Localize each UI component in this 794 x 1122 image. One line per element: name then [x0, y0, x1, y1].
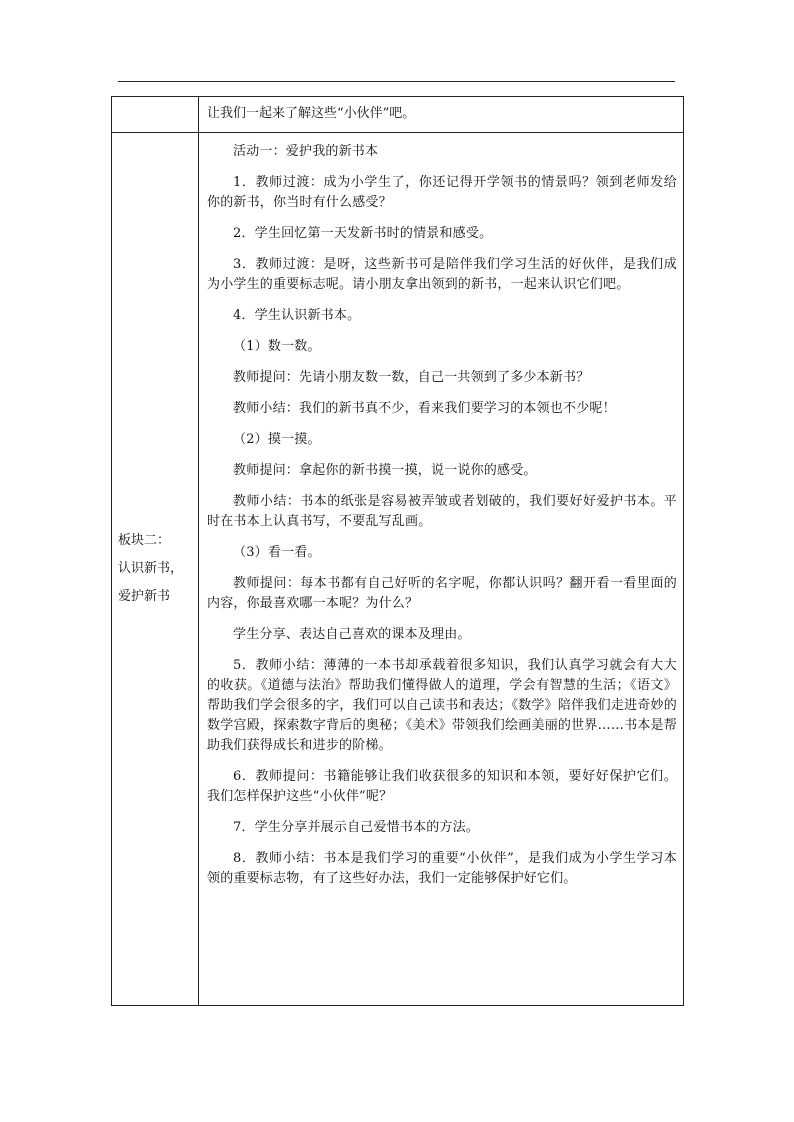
- paragraph: 3．教师过渡：是呀，这些新书可是陪伴我们学习生活的好伙伴，是我们成为小学生的重要标志呢。请小朋友拿出领到的新书，一起来认识它们吧。: [207, 257, 677, 292]
- paragraph: 2．学生回忆第一天发新书时的情景和感受。: [233, 226, 493, 241]
- block-label-line: 爱护新书: [118, 589, 171, 604]
- paragraph: 教师小结：我们的新书真不少，看来我们要学习的本领也不少呢！: [233, 401, 616, 416]
- activity-title: 活动一：爱护我的新书本: [233, 144, 379, 159]
- paragraph: 1．教师过渡：成为小学生了，你还记得开学领书的情景吗？领到老师发给你的新书，你当时有什么感受？: [207, 175, 677, 210]
- paragraph: （1）数一数。: [233, 339, 321, 354]
- block-label: [112, 527, 183, 611]
- block-label-line: 板块二：: [118, 533, 171, 548]
- empty-cell: [112, 97, 199, 133]
- lesson-plan-table: [111, 96, 684, 1006]
- paragraph: 教师提问：先请小朋友数一数，自己一共领到了多少本新书？: [233, 370, 590, 385]
- paragraph: 8．教师小结：书本是我们学习的重要“小伙伴”，是我们成为小学生学习本领的重要标志物，有了这些好办法，我们一定能够保护好它们。: [207, 851, 677, 886]
- paragraph: 教师提问：每本书都有自己好听的名字呢，你都认识吗？翻开看一看里面的内容，你最喜欢哪一本呢？为什么？: [207, 576, 677, 611]
- block-content: [199, 133, 683, 897]
- block-label-cell: [112, 133, 199, 1006]
- intro-text: 让我们一起来了解这些“小伙伴”吧。: [207, 106, 416, 121]
- block-label-line: 认识新书，: [118, 561, 184, 576]
- content-cell: [199, 97, 684, 133]
- paragraph: 教师小结：书本的纸张是容易被弄皱或者划破的，我们要好好爱护书本。平时在书本上认真书写，不要乱写乱画。: [207, 494, 677, 529]
- paragraph: 教师提问：拿起你的新书摸一摸，说一说你的感受。: [233, 463, 537, 478]
- paragraph: 学生分享、表达自己喜欢的课本及理由。: [233, 627, 471, 642]
- paragraph: 6．教师提问：书籍能够让我们收获很多的知识和本领，要好好保护它们。我们怎样保护这些“小伙伴”呢？: [207, 769, 677, 804]
- paragraph: 4．学生认识新书本。: [233, 308, 361, 323]
- paragraph: 5．教师小结：薄薄的一本书却承载着很多知识，我们认真学习就会有大大的收获。《道德与法治》帮助我们懂得做人的道理，学会有智慧的生活；《语文》帮助我们学会很多的字，我们可以自己读书和表达；《数学》陪伴我们走进奇妙的数学宫殿，探索数字背后的奥秘；《美术》带领我们绘画美丽的世界……书本是帮助我们获得成长和进步的阶梯。: [207, 658, 677, 753]
- paragraph: （3）看一看。: [233, 545, 321, 560]
- table-row: [112, 133, 684, 1006]
- paragraph: 7．学生分享并展示自己爱惜书本的方法。: [233, 820, 480, 835]
- table-row: [112, 97, 684, 133]
- paragraph: （2）摸一摸。: [233, 432, 321, 447]
- block-content-cell: [199, 133, 684, 1006]
- header-rule: [118, 81, 675, 82]
